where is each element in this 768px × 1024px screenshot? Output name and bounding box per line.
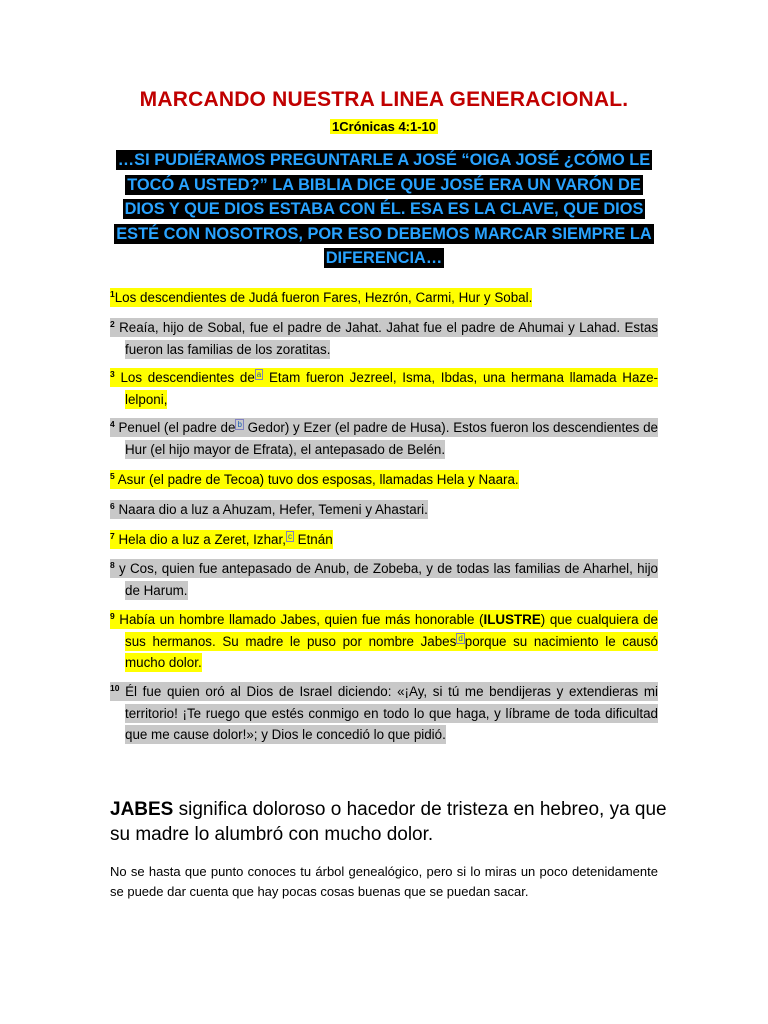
verse-3-highlight	[110, 368, 658, 409]
verse-number: 8	[110, 560, 115, 570]
verse-5-highlight	[110, 470, 519, 489]
verse-text: Los descendientes de	[114, 370, 255, 385]
verse-2	[110, 314, 658, 360]
verse-text: Asur (el padre de Tecoa) tuvo dos esposas, llamadas Hela y Naara.	[114, 472, 519, 487]
verse-text: Los descendientes de Judá fueron Fares, Hezrón, Carmi, Hur y Sobal.	[114, 290, 533, 305]
footnote-link-a[interactable]: a	[256, 370, 262, 379]
verse-number: 1	[110, 289, 115, 299]
verse-text: y Cos, quien fue antepasado de Anub, de Zobeba, y de todas las familias de Aharhel, hijo de Harum.	[114, 561, 658, 598]
emphasis-word: ILUSTRE	[483, 612, 541, 627]
verse-number: 4	[110, 419, 115, 429]
footnote-link-d[interactable]: d	[458, 633, 463, 643]
verse-text: Etam fueron Jezreel, Isma, Ibdas, una hermana llamada Haze-lelponi,	[125, 370, 658, 407]
verse-6-highlight	[110, 500, 428, 519]
page-title: MARCANDO NUESTRA LINEA GENERACIONAL.	[139, 88, 629, 111]
verse-text: porque su nacimiento le causó mucho dolor.	[125, 633, 658, 670]
verse-number: 6	[110, 501, 115, 511]
verse-text: Hela dio a luz a Zeret, Izhar,	[114, 532, 286, 547]
verse-text: Naara dio a luz a Ahuzam, Hefer, Temeni y Ahastari.	[114, 502, 428, 517]
verse-7	[110, 526, 658, 551]
verse-3	[110, 364, 658, 410]
verse-number: 3	[110, 369, 115, 379]
closing-paragraph: No se hasta que punto conoces tu árbol genealógico, pero si lo miras un poco detenidamente se puede dar cuenta que hay pocas cosas buenas que se puedan sacar.	[110, 864, 658, 899]
verse-10	[110, 678, 658, 746]
verse-text: Reaía, hijo de Sobal, fue el padre de Jahat. Jahat fue el padre de Ahumai y Lahad. Estas fueron las familias de los zoratitas.	[114, 320, 658, 357]
verse-5	[110, 466, 658, 491]
verse-number: 10	[110, 683, 120, 693]
verse-8-highlight	[110, 559, 658, 600]
verse-9-highlight	[110, 610, 658, 672]
verse-10-highlight	[110, 682, 658, 744]
jabes-name: JABES	[110, 799, 174, 820]
jabes-meaning	[110, 797, 670, 847]
verse-text: ) que cualquiera de sus hermanos. Su madre le puso por nombre Jabes	[125, 612, 658, 649]
verse-number: 7	[110, 531, 115, 541]
reference-text: 1Crónicas 4:1-10	[331, 119, 437, 134]
verse-9	[110, 606, 658, 674]
footnote-link-c[interactable]: c	[287, 532, 292, 541]
intro-callout	[112, 148, 656, 271]
verse-text: Etnán	[293, 532, 333, 547]
intro-text: …SI PUDIÉRAMOS PREGUNTARLE A JOSÉ “OIGA JOSÉ ¿CÓMO LE TOCÓ A USTED?” LA BIBLIA DICE QUE JOSÉ ERA UN VARÓN DE DIOS Y QUE DIOS ESTABA CON ÉL. ESA ES LA CLAVE, QUE DIOS ESTÉ CON NOSOTROS, POR ESO DEBEMOS MARCAR SIEMPRE LA DIFERENCIA…	[116, 151, 652, 267]
verse-number: 5	[110, 471, 115, 481]
verse-8	[110, 555, 658, 601]
verse-text: Gedor) y Ezer (el padre de Husa). Estos fueron los descendientes de Hur (el hijo mayor de Efrata), el antepasado de Belén.	[125, 420, 659, 457]
verse-2-highlight	[110, 318, 658, 359]
verse-4	[110, 414, 658, 460]
verse-text: Él fue quien oró al Dios de Israel diciendo: «¡Ay, si tú me bendijeras y extendieras mi territorio! ¡Te ruego que estés conmigo en todo lo que haga, y líbrame de toda dificultad que me cause dolor!»; y Dios le concedió lo que pidió.	[119, 684, 658, 742]
verse-number: 2	[110, 319, 115, 329]
verse-4-highlight	[110, 418, 658, 459]
scripture-reference	[0, 119, 768, 134]
verse-number: 9	[110, 611, 115, 621]
footnote-link-b[interactable]: b	[237, 420, 242, 429]
verse-text: Penuel (el padre de	[114, 420, 236, 435]
jabes-meaning-text: significa doloroso o hacedor de tristeza en hebreo, ya que su madre lo alumbró con mucho dolor.	[110, 799, 667, 845]
verse-7-highlight	[110, 530, 333, 549]
verse-text: Había un hombre llamado Jabes, quien fue más honorable (	[114, 612, 484, 627]
verse-1-highlight	[110, 288, 532, 307]
verse-1	[110, 284, 658, 309]
verse-6	[110, 496, 658, 521]
